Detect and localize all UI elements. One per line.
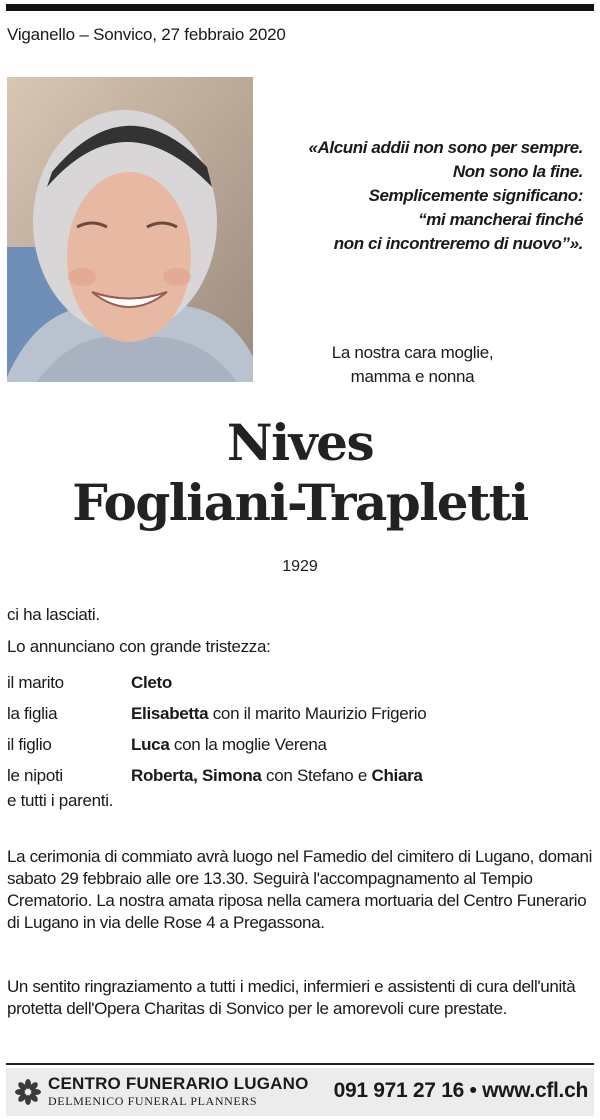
family-row: [7, 698, 567, 729]
family-detail: [131, 735, 327, 755]
top-rule: [6, 4, 594, 11]
deceased-first-name: Nives: [226, 413, 374, 472]
family-rest: con la moglie Verena: [169, 734, 327, 754]
relatives-line: e tutti i parenti.: [7, 791, 114, 810]
intro-line: mamma e nonna: [350, 367, 475, 386]
contact-info: 091 971 27 16 • www.cfl.ch: [333, 1079, 588, 1102]
radial-petal-icon: [14, 1078, 42, 1106]
family-name: Chiara: [371, 765, 423, 785]
family-row: [7, 729, 567, 760]
quote-line: non ci incontreremo di nuovo”».: [333, 234, 583, 253]
family-name: Roberta, Simona: [131, 765, 262, 785]
family-row: [7, 760, 567, 791]
family-role: la figlia: [7, 703, 58, 723]
family-role: il figlio: [7, 734, 52, 754]
firm-subtitle: DELMENICO FUNERAL PLANNERS: [48, 1094, 258, 1108]
quote-line: “mi mancherai finché: [418, 210, 583, 229]
family-list: [7, 667, 567, 791]
family-detail: [131, 673, 172, 693]
family-role: le nipoti: [7, 765, 63, 785]
quote-block: [265, 136, 583, 256]
intro-line: La nostra cara moglie,: [331, 343, 494, 362]
family-name: Luca: [131, 734, 170, 754]
family-detail: [131, 766, 423, 786]
thanks-paragraph: Un sentito ringraziamento a tutti i medici, infermieri e assistenti di cura dell'unità protetta dell'Opera Charitas di Sonvico per le amorevoli cure prestate.: [7, 977, 576, 1018]
portrait-photo: [7, 77, 253, 382]
family-row: [7, 667, 567, 698]
firm-name: CENTRO FUNERARIO LUGANO: [48, 1074, 309, 1093]
family-rest: con il marito Maurizio Frigerio: [208, 703, 427, 723]
family-rest: con Stefano e: [261, 765, 372, 785]
quote-line: Non sono la fine.: [452, 162, 583, 181]
quote-line: «Alcuni addii non sono per sempre.: [308, 138, 583, 157]
bottom-rule: [6, 1063, 594, 1065]
birth-year: 1929: [282, 558, 318, 575]
family-role: il marito: [7, 672, 64, 692]
family-detail: [131, 704, 426, 724]
quote-line: Semplicemente significano:: [368, 186, 583, 205]
family-name: Cleto: [131, 672, 173, 692]
ceremony-paragraph: La cerimonia di commiato avrà luogo nel Famedio del cimitero di Lugano, domani sabato 29 febbraio alle ore 13.30. Seguirà l'accompagnamento al Tempio Crematorio. La nostra amata riposa nella camera mortuaria del Centro Funerario di Lugano in via delle Rose 4 a Pregassona.: [7, 847, 593, 932]
dateline: Viganello – Sonvico, 27 febbraio 2020: [7, 25, 286, 44]
deceased-last-name: Fogliani-Trapletti: [72, 473, 528, 532]
funeral-home-footer: [6, 1068, 594, 1116]
passed-line: ci ha lasciati.: [7, 605, 100, 624]
family-name: Elisabetta: [131, 703, 209, 723]
intro-text: [300, 341, 525, 389]
announce-line: Lo annunciano con grande tristezza:: [7, 637, 271, 656]
